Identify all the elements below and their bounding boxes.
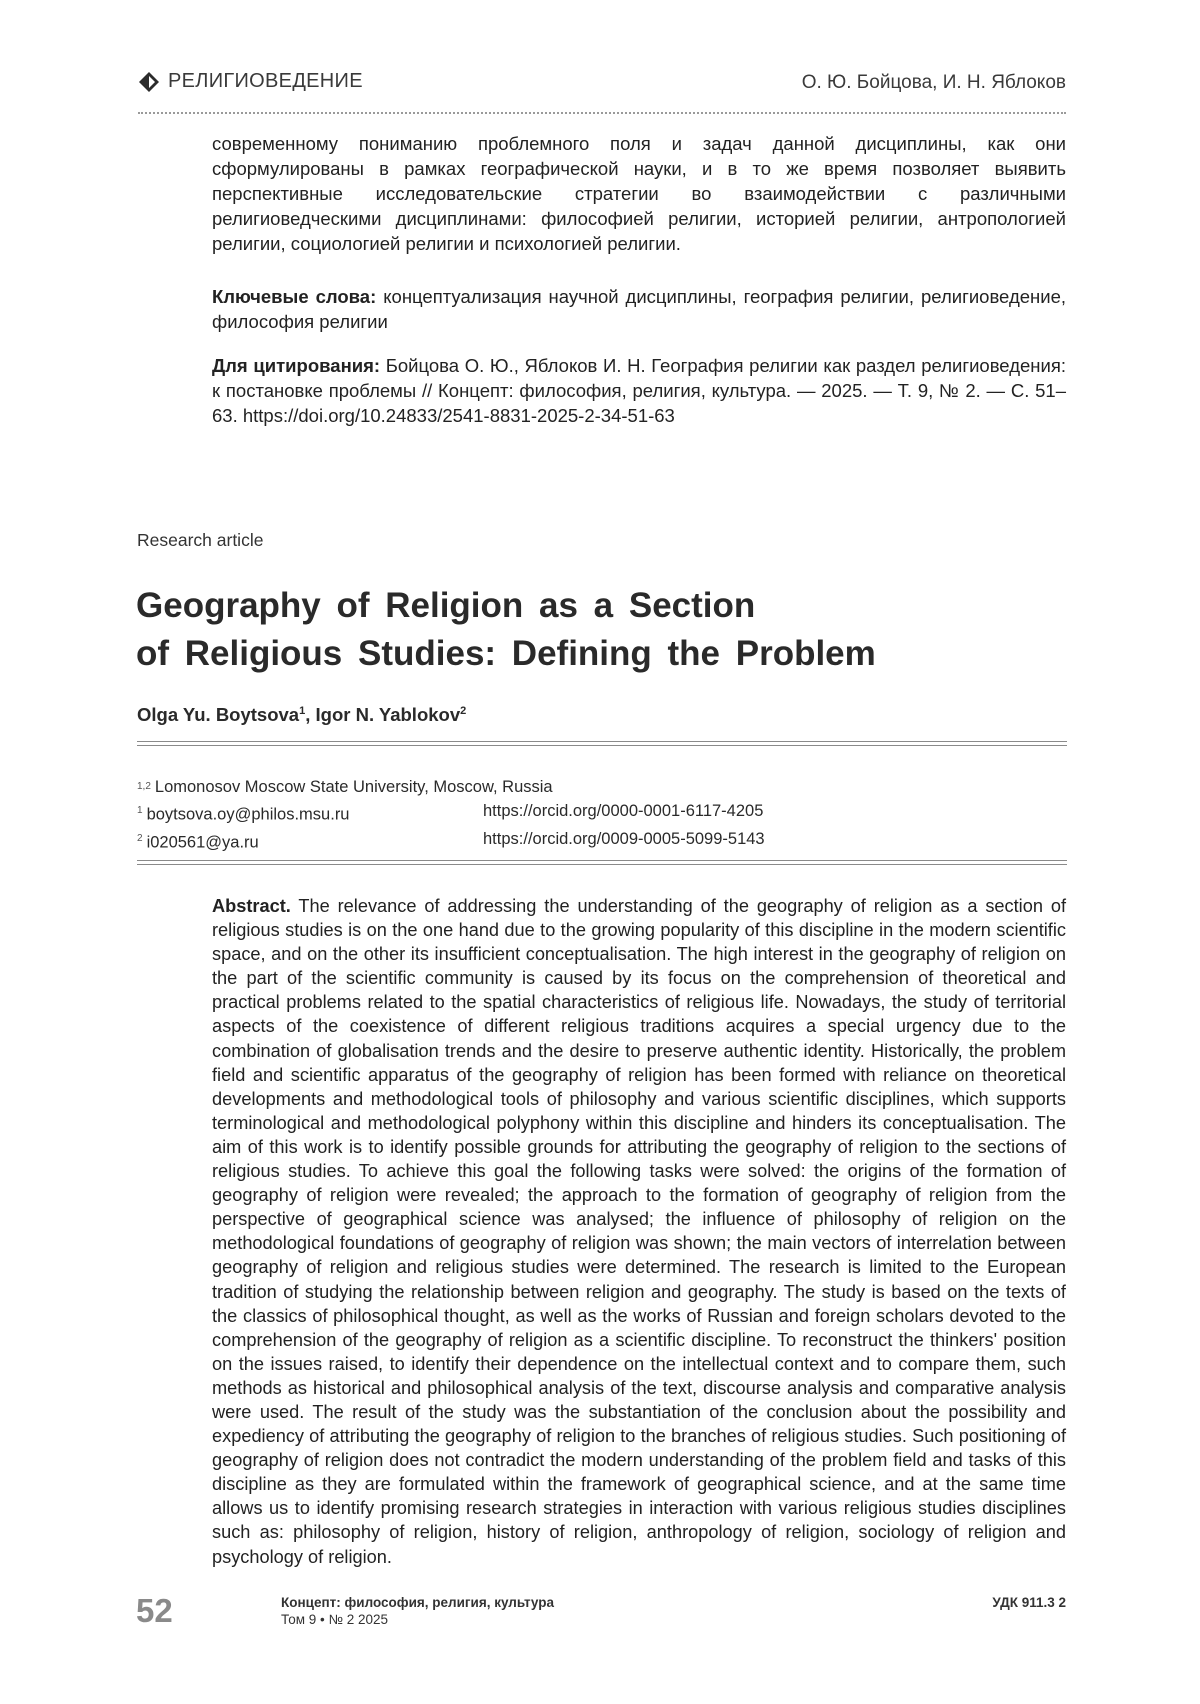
article-type: Research article xyxy=(137,530,264,550)
page-number: 52 xyxy=(136,1592,173,1629)
header-section xyxy=(138,70,363,93)
russian-abstract-text: современному пониманию проблемного поля и задач данной дисциплины, как они сформулированы в рамках географической науки, и в то же время позволяет выявить перспективные исследовательские стратегии во взаимодействии с различными религиоведческими дисциплинами: философией религии, историей религии, антропологией религии, социологией религии и психологией религии. xyxy=(212,133,1066,254)
abstract xyxy=(212,894,1066,1569)
citation xyxy=(212,353,1066,428)
header-authors: О. Ю. Бойцова, И. Н. Яблоков xyxy=(801,72,1066,93)
keywords xyxy=(212,284,1066,334)
keywords-text: концептуализация научной дисциплины, география религии, религиоведение, философия религии xyxy=(212,286,1067,332)
affiliations xyxy=(137,775,1037,854)
title-line-1: Geography of Religion as a Section xyxy=(136,586,756,625)
author-list xyxy=(137,704,466,726)
abstract-text: The relevance of addressing the understanding of the geography of religion as a section of religious studies is on the one hand due to the growing popularity of this discipline in the modern scientific space, and on the other its insufficient conceptualisation. The high interest in the geography of religion on the part of the scientific community is caused by its focus on the comprehension of theoretical and practical problems related to the spatial characteristics of religious life. Nowadays, the study of territorial aspects of the coexistence of different religious traditions acquires a special urgency due to the combination of globalisation trends and the desire to preserve authentic identity. Historically, the problem field and scientific apparatus of the geography of religion has been formed with reliance on theoretical developments and methodological tools of philosophy and various scientific disciplines, which supports terminological and methodological polyphony within this discipline and hinders its conceptualisation. The aim of this work is to identify possible grounds for attributing the geography of religion to the sections of religious studies. To achieve this goal the following tasks were solved: the origins of the formation of geography of religion were revealed; the approach to the formation of geography of religion from the perspective of geographical science was analysed; the influence of philosophy of religion on the methodological foundations of geography of religion was shown; the main vectors of interrelation between geography of religion and religious studies were determined. The research is limited to the European tradition of studying the relationship between religion and geography. The study is based on the texts of the classics of philosophical thought, as well as the works of Russian and foreign scholars devoted to the comprehension of the geography of religion as a scientific discipline. To reconstruct the thinkers' position on the issues raised, to identify their dependence on the intellectual context and to compare them, such methods as historical and philosophical analysis of the text, discourse analysis and comparative analysis were used. The result of the study was the substantiation of the conclusion about the possibility and expediency of attributing the geography of religion to the branches of religious studies. Such positioning of geography of religion does not contradict the modern understanding of the problem field and tasks of this discipline as they are formulated within the framework of geographical science, and at the same time allows us to identify promising research strategies in interaction with various religious studies disciplines such as: philosophy of religion, history of religion, anthropology of religion, sociology of religion and psychology of religion. xyxy=(212,896,1066,1567)
affiliation-name: Lomonosov Moscow State University, Moscow, Russia xyxy=(154,778,553,796)
affiliation-mark: 1 xyxy=(137,805,143,816)
author-orcid-link[interactable]: https://orcid.org/0000-0001-6117-4205 xyxy=(483,802,764,820)
author-name: Olga Yu. Boytsova xyxy=(137,704,300,725)
author-name: Igor N. Yablokov xyxy=(315,704,461,725)
divider xyxy=(137,860,1067,865)
section-title: РЕЛИГИОВЕДЕНИЕ xyxy=(168,70,363,92)
affiliation-mark: 1,2 xyxy=(137,781,151,792)
article-title xyxy=(136,582,956,678)
keywords-label: Ключевые слова: xyxy=(212,286,377,307)
author-affiliation-mark: 1 xyxy=(299,704,306,717)
udk-code: УДК 911.3 2 xyxy=(992,1595,1066,1610)
author-affiliation-mark: 2 xyxy=(460,704,467,717)
author-email[interactable]: i020561@ya.ru xyxy=(146,833,259,851)
affiliation-contact-row xyxy=(137,799,1037,827)
citation-text: Бойцова О. Ю., Яблоков И. Н. География религии как раздел религиоведения: к постановке проблемы // Концепт: философия, религия, культура. — 2025. — Т. 9, № 2. — С. 51–63. https://doi.org/10.24833/2541-8831-2025-2-34-51-63 xyxy=(212,355,1066,426)
author-orcid-link[interactable]: https://orcid.org/0009-0005-5099-5143 xyxy=(483,829,765,848)
author-email[interactable]: boytsova.oy@philos.msu.ru xyxy=(146,805,350,824)
affiliation-mark: 2 xyxy=(137,832,143,844)
diamond-logo-icon xyxy=(138,71,160,93)
affiliation-org xyxy=(137,775,1037,799)
russian-abstract-end xyxy=(212,131,1066,256)
divider xyxy=(137,741,1067,746)
journal-issue: Том 9 • № 2 2025 xyxy=(281,1612,388,1627)
journal-name: Концепт: философия, религия, культура xyxy=(281,1595,555,1610)
title-line-2: of Religious Studies: Defining the Problem xyxy=(136,634,876,673)
affiliation-contact-row xyxy=(137,827,1037,855)
author-separator: , xyxy=(305,704,316,725)
citation-label: Для цитирования: xyxy=(212,355,381,376)
abstract-label: Abstract. xyxy=(212,896,291,916)
footer-journal xyxy=(281,1594,554,1628)
running-header xyxy=(138,70,1066,108)
header-divider xyxy=(138,112,1066,114)
